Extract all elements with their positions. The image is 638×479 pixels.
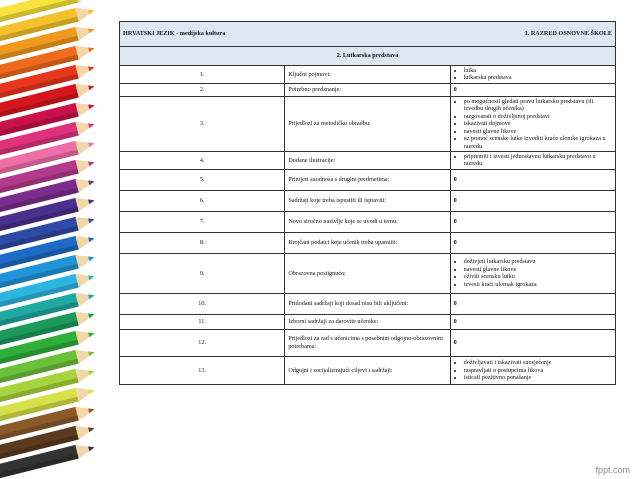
header-title-cell bbox=[120, 22, 616, 47]
pencils-illustration bbox=[0, 0, 112, 479]
row-value: 0 bbox=[453, 197, 457, 205]
row-label: Brojčani podatci koje učenik treba upamtiti: bbox=[285, 232, 450, 253]
row-content bbox=[450, 314, 615, 329]
list-item: • isticati pozitivno ponašanje bbox=[464, 374, 612, 381]
table-row bbox=[120, 314, 616, 329]
row-number: 2. bbox=[120, 83, 285, 96]
row-content bbox=[450, 151, 615, 169]
row-number: 11. bbox=[120, 314, 285, 329]
list-item: • navesti glavne likove bbox=[464, 266, 612, 273]
row-content bbox=[450, 83, 615, 96]
table-row bbox=[120, 66, 616, 84]
watermark-text: fppt.com bbox=[595, 465, 630, 475]
row-content bbox=[450, 66, 615, 84]
row-number: 6. bbox=[120, 190, 285, 211]
row-value: 0 bbox=[453, 300, 457, 308]
row-number: 1. bbox=[120, 66, 285, 84]
table-row bbox=[120, 190, 616, 211]
table-row bbox=[120, 253, 616, 293]
row-number: 8. bbox=[120, 232, 285, 253]
list-item: • doživjeti lutkarsku predstavu bbox=[464, 258, 612, 265]
row-label: Prijedlozi za rad s učenicima s posebnim odgojno-obrazovnim potrebama: bbox=[285, 329, 450, 356]
row-content bbox=[450, 169, 615, 190]
row-label: Odgojni i socijalizirajući ciljevi i sadržaji: bbox=[285, 356, 450, 384]
row-label: Izborni sadržaji za darovite učenike: bbox=[285, 314, 450, 329]
row-content bbox=[450, 232, 615, 253]
row-number: 10. bbox=[120, 293, 285, 314]
table-row bbox=[120, 211, 616, 232]
row-number: 5. bbox=[120, 169, 285, 190]
row-content bbox=[450, 293, 615, 314]
bullet-list bbox=[454, 153, 612, 168]
row-number: 12. bbox=[120, 329, 285, 356]
subject-title: HRVATSKI JEZIK - medijska kultura bbox=[123, 30, 226, 38]
list-item: • pripremiti i izvesti jednostavnu lutkarsku predstavu u razredu bbox=[464, 153, 612, 168]
row-value: 0 bbox=[453, 86, 457, 94]
row-label: Dodane ilustracije: bbox=[285, 151, 450, 169]
list-item: • razgovarati o doživljenoj predstavi bbox=[464, 113, 612, 120]
row-value: 0 bbox=[453, 318, 457, 326]
row-content bbox=[450, 211, 615, 232]
pencils-background bbox=[0, 0, 112, 479]
list-item: • uz pomoć scenske lutke izvoditi kraće ulomke igrokaza u razredu bbox=[464, 135, 612, 150]
bullet-list bbox=[454, 98, 612, 150]
list-item: • lutka bbox=[464, 67, 612, 74]
list-item: • doživljavati i iskazivati suosjećanje bbox=[464, 359, 612, 366]
table-row bbox=[120, 83, 616, 96]
subtitle-row bbox=[120, 47, 616, 66]
row-content bbox=[450, 356, 615, 384]
row-value: 0 bbox=[453, 218, 457, 226]
list-item: • navesti glavne likove bbox=[464, 128, 612, 135]
row-number: 9. bbox=[120, 253, 285, 293]
list-item: • raspravljati o postupcima likova bbox=[464, 367, 612, 374]
grade-title: 1. RAZRED OSNOVNE ŠKOLE bbox=[524, 30, 612, 38]
list-item: • izvesti kraći ulomak igrokaza bbox=[464, 281, 612, 288]
row-content bbox=[450, 190, 615, 211]
table-row bbox=[120, 232, 616, 253]
bullet-list bbox=[454, 67, 612, 82]
list-item: • iskazivati dojmove bbox=[464, 120, 612, 127]
row-value: 0 bbox=[453, 339, 457, 347]
row-number: 3. bbox=[120, 96, 285, 151]
table-row bbox=[120, 329, 616, 356]
row-label: Pridodani sadržaji koji dosad nisu bili uključeni: bbox=[285, 293, 450, 314]
table-row bbox=[120, 151, 616, 169]
lesson-subtitle: 2. Lutkarska predstava bbox=[120, 47, 616, 66]
row-label: Novo stručno nazivlje koje se uvodi u temu: bbox=[285, 211, 450, 232]
bullet-list bbox=[454, 258, 612, 288]
row-label: Prijedlozi za metodičku obradbu: bbox=[285, 96, 450, 151]
row-label: Primjeri suodnosa s drugim predmetima: bbox=[285, 169, 450, 190]
row-number: 7. bbox=[120, 211, 285, 232]
list-item: • oživiti scensku lutku bbox=[464, 273, 612, 280]
list-item: • po mogućnosti gledati pravu lutkarsku predstavu (ili izvedbu drugih učenika) bbox=[464, 98, 612, 113]
row-label: Obrazovna postignuća: bbox=[285, 253, 450, 293]
row-number: 13. bbox=[120, 356, 285, 384]
row-label: Ključni pojmovi: bbox=[285, 66, 450, 84]
table-row bbox=[120, 96, 616, 151]
header-row bbox=[120, 22, 616, 47]
lesson-plan-table bbox=[119, 21, 616, 385]
row-value: 0 bbox=[453, 176, 457, 184]
row-value: 0 bbox=[453, 239, 457, 247]
row-content bbox=[450, 253, 615, 293]
list-item: • lutkarska predstava bbox=[464, 74, 612, 81]
table-row bbox=[120, 356, 616, 384]
row-number: 4. bbox=[120, 151, 285, 169]
row-content bbox=[450, 329, 615, 356]
table-row bbox=[120, 169, 616, 190]
lesson-plan-document bbox=[119, 21, 616, 385]
bullet-list bbox=[454, 359, 612, 381]
row-label: Potrebno predznanje: bbox=[285, 83, 450, 96]
table-row bbox=[120, 293, 616, 314]
row-content bbox=[450, 96, 615, 151]
row-label: Sadržaji koje treba ispustiti ili ispraviti: bbox=[285, 190, 450, 211]
